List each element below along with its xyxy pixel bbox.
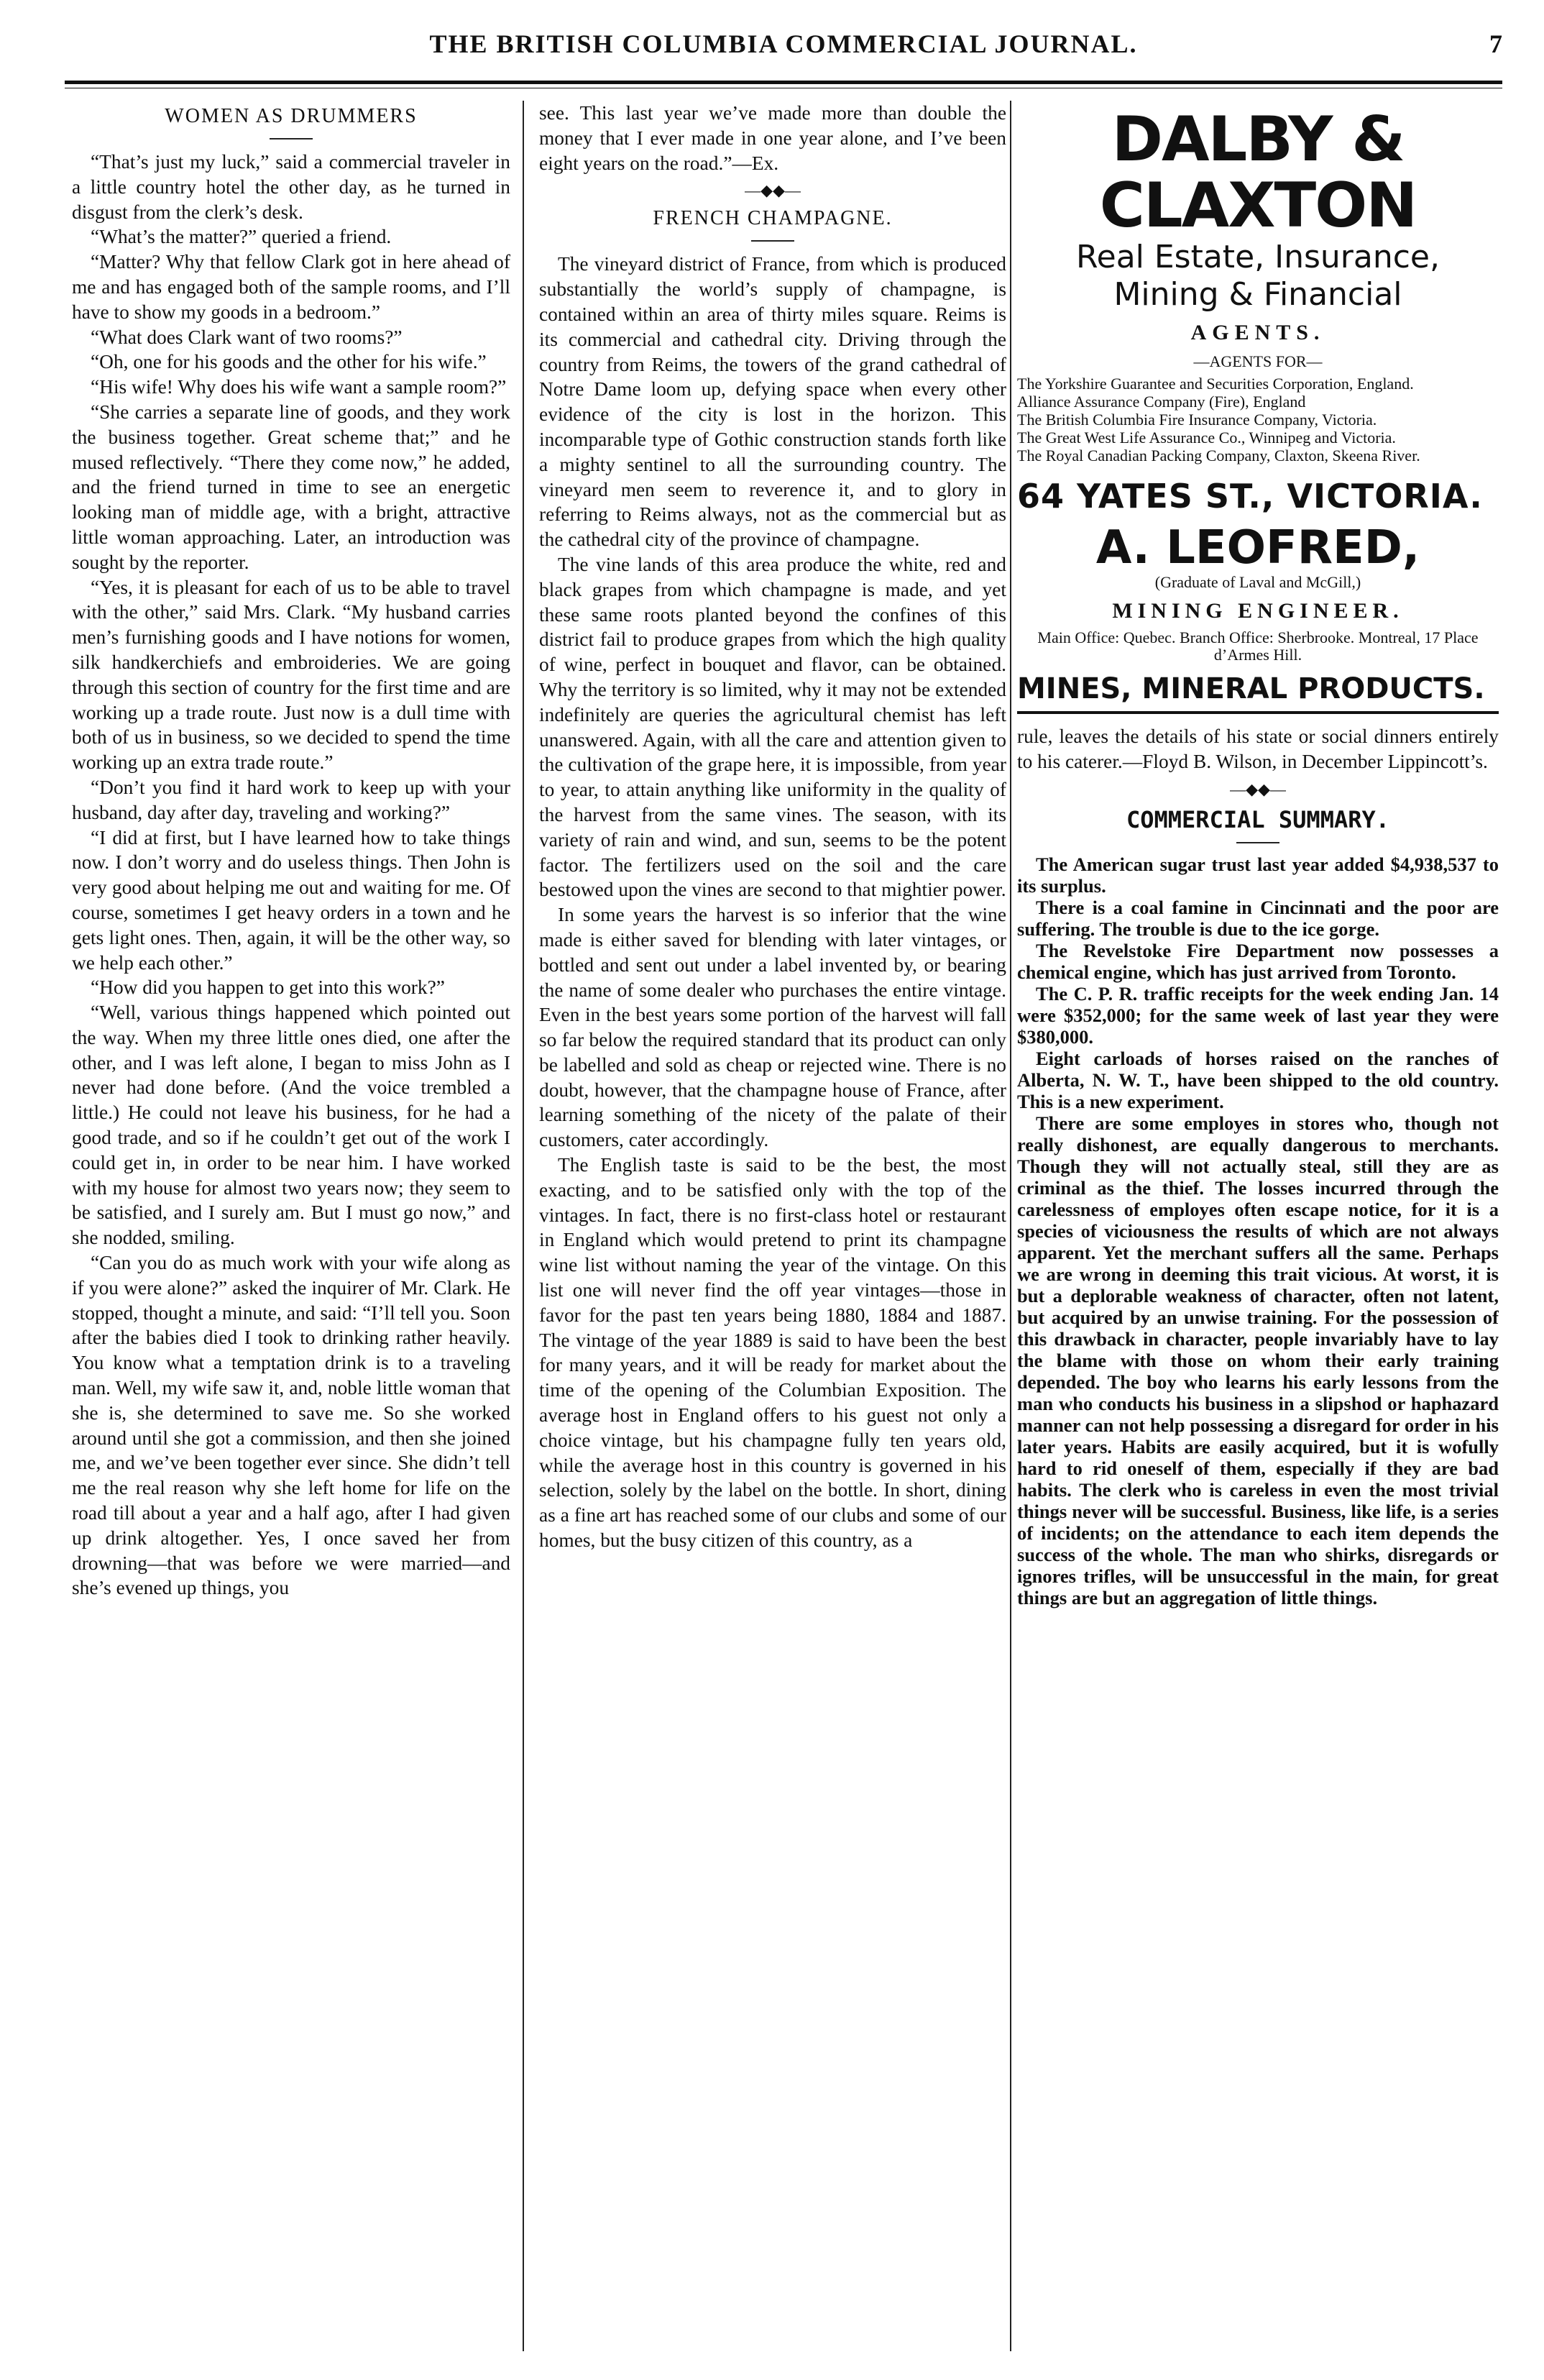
- ad-mines-line: MINES, MINERAL PRODUCTS.: [1017, 672, 1485, 705]
- article-paragraph: “What does Clark want of two rooms?”: [91, 326, 403, 348]
- summary-item: The Revelstoke Fire Department now possesses a chemical engine, which has just arrived from Toronto.: [1017, 939, 1499, 983]
- summary-item: Eight carloads of horses raised on the ranches of Alberta, N. W. T., have been shipped to the old country. This is a new experiment.: [1017, 1047, 1499, 1112]
- article-paragraph: “Yes, it is pleasant for each of us to be able to travel with the other,” said Mrs. Clark. “My husband carries men’s furnishing goods and I have notions for women, silk handkerchiefs and embroideries. We are going through this section of country for the first time and are working up a trade route. Just now is a dull time with both of us in business, so we decided to spend the time working up an extra trade route.”: [72, 576, 510, 774]
- summary-item: There are some employes in stores who, though not really dishonest, are equally dangerous to merchants. Though they will not actually steal, still they are as criminal as the thief. The losses incurred through the carelessness of employes often escape notice, for it is a species of viciousness the results of which are not always apparent. Yet the merchant suffers all the same. Perhaps we are wrong in deeming this trait vicious. At worst, it is but a deplorable weakness of character, often not latent, but acquired by an unwise training. For the possession of this drawback in character, people invariably have to lay the blame with those on whom their early training depended. The boy who learns his early lessons from the man who conducts his business in a slipshod or haphazard manner can not help possessing a disregard for order in his later years. Habits are easily acquired, but it is wofully hard to rid oneself of them, especially if they are bad habits. The clerk who is careless in even the most trivial things never will be successful. Business, like life, is a series of incidents; on the attendance to each item depends the success of the whole. The man who shirks, disregards or ignores trifles, will be unsuccessful in the main, for great things are but an aggregation of little things.: [1017, 1112, 1499, 1608]
- column-2: [539, 101, 1006, 2351]
- section-ornament: —◆◆—: [1230, 779, 1286, 798]
- article-paragraph: “Matter? Why that fellow Clark got in here ahead of me and has engaged both of the sample rooms, and I’ll have to show my goods in a bedroom.”: [72, 251, 510, 323]
- summary-item: There is a coal famine in Cincinnati and the poor are suffering. The trouble is due to the ice gorge.: [1017, 896, 1499, 940]
- article-continuation: rule, leaves the details of his state or social dinners entirely to his caterer.—Floyd B. Wilson, in December Lippincott’s.: [1017, 726, 1499, 772]
- ad-agency-item: The British Columbia Fire Insurance Company, Victoria.: [1017, 411, 1377, 429]
- article-paragraph: “That’s just my luck,” said a commercial traveler in a little country hotel the other day, as he turned in disgust from the clerk’s desk.: [72, 151, 510, 223]
- ad-bottom-rule: [1017, 711, 1499, 714]
- ad-offices: Main Office: Quebec. Branch Office: Sherbrooke. Montreal, 17 Place d’Armes Hill.: [1037, 628, 1479, 664]
- ad-agency-item: The Great West Life Assurance Co., Winnipeg and Victoria.: [1017, 429, 1396, 447]
- article-heading-champagne: FRENCH CHAMPAGNE.: [653, 207, 893, 230]
- ad-address: 64 YATES ST., VICTORIA.: [1017, 477, 1483, 516]
- article-continuation: see. This last year we’ve made more than double the money that I ever made in one year alone, and I’ve been eight years on the road.”—Ex.: [539, 102, 1006, 174]
- commercial-summary-items: [1017, 853, 1499, 1608]
- page-number: 7: [1489, 29, 1502, 58]
- summary-item: The American sugar trust last year added $4,938,537 to its surplus.: [1017, 853, 1499, 897]
- column-divider-1: [523, 101, 524, 2351]
- article-paragraph: “Don’t you find it hard work to keep up with your husband, day after day, traveling and working?”: [72, 776, 510, 823]
- ad-graduate-note: (Graduate of Laval and McGill,): [1154, 573, 1361, 591]
- article-paragraph: “What’s the matter?” queried a friend.: [91, 226, 392, 248]
- commercial-summary-heading: COMMERCIAL SUMMARY.: [1126, 805, 1390, 833]
- article-paragraph: “Can you do as much work with your wife along as if you were alone?” asked the inquirer of Mr. Clark. He stopped, thought a minute, and said: “I’ll tell you. Soon after the babies died I took to drinking rather heavily. You know what a temptation drink is to a traveling man. Well, my wife saw it, and, noble little woman that she is, she determined to save me. So she worked around until she got a commission, and then she joined me, and we’ve been together ever since. She didn’t tell me the real reason why she left home for life on the road till about a year and a half ago, after I had given up drink altogether. Yes, I once saved her from drowning—that was before we were married—and she’s evened up things, you: [72, 1252, 510, 1599]
- ad-agency-item: The Royal Canadian Packing Company, Claxton, Skeena River.: [1017, 447, 1420, 464]
- ad-services-line-2: Mining & Financial: [1113, 276, 1402, 313]
- column-3: [1017, 101, 1499, 2351]
- ad-services-line-1: Real Estate, Insurance,: [1076, 239, 1440, 275]
- masthead-rule: [65, 81, 1502, 84]
- article-paragraph: “How did you happen to get into this work?”: [91, 976, 445, 999]
- ad-agents-label: AGENTS.: [1190, 321, 1325, 344]
- article-paragraph: “Well, various things happened which pointed out the way. When my three little ones died, one after the other, and I was left alone, I began to miss John as I never had done before. (And the voice trembled a little.) He could not leave his business, for he had a good trade, and so if he couldn’t get out of the work I could get in, in order to be near him. I have worked with my house for almost two years now; they seem to be satisfied, and I surely am. But I must go now,” and she nodded, smiling.: [72, 1002, 510, 1249]
- article-paragraph: The English taste is said to be the best, the most exacting, and to be satisfied only with the top of the vintages. In fact, there is no first-class hotel or restaurant in England which would pretend to print its champagne wine list without naming the year of the vintage. On this list one will never find the off year vintages—those in favor for the past ten years being 1880, 1884 and 1887. The vintage of the year 1889 is said to have been the best for many years, and it will be ready for market about the time of the opening of the Columbian Exposition. The average host in England offers to his guest not only a choice vintage, but his champagne fully ten years old, while the average host in this country is governed in his selection, solely by the label on the bottle. In short, dining as a fine art has reached some of our clubs and some of our homes, but the busy citizen of this country, as a: [539, 1154, 1006, 1552]
- article-paragraph: “Oh, one for his goods and the other for his wife.”: [91, 351, 487, 373]
- article-heading-drummers: WOMEN AS DRUMMERS: [165, 105, 418, 127]
- heading-dash: [1236, 842, 1279, 843]
- section-ornament: —◆◆—: [745, 181, 801, 200]
- column-1: [72, 101, 510, 2351]
- ad-agency-item: The Yorkshire Guarantee and Securities Corporation, England.: [1017, 375, 1414, 393]
- article-paragraph: “I did at first, but I have learned how to take things now. I don’t worry and do useless things. Then John is very good about helping me out and waiting for me. Of course, sometimes I get heavy orders in a town and he gets light ones. Then, again, it will be the other way, so we help each other.”: [72, 826, 510, 974]
- ad-agency-list: [1017, 375, 1499, 464]
- column-divider-2: [1010, 101, 1011, 2351]
- ad-firm-name: DALBY & CLAXTON: [1099, 104, 1417, 242]
- ad-agents-for: —AGENTS FOR—: [1193, 352, 1323, 370]
- masthead: [65, 29, 1502, 66]
- ad-agency-item: Alliance Assurance Company (Fire), England: [1017, 393, 1306, 411]
- summary-item: The C. P. R. traffic receipts for the week ending Jan. 14 were $352,000; for the same week of last year they were $380,000.: [1017, 982, 1499, 1048]
- article-paragraph: The vineyard district of France, from which is produced substantially the world’s supply of champagne, is contained within an area of thirty miles square. Reims is its commercial and cathedral city. Driving through the country from Reims, the towers of the grand cathedral of Notre Dame loom up, defying space when every other evidence of the city is lost in the horizon. This incomparable type of Gothic construction stands forth like a mighty sentinel to all the surrounding country. The vineyard men seem to reverence it, and to glory in referring to Reims always, not as the commercial but as the cathedral city of the province of champagne.: [539, 253, 1006, 551]
- article-paragraph: “His wife! Why does his wife want a sample room?”: [91, 376, 507, 398]
- ad-profession: MINING ENGINEER.: [1112, 599, 1404, 623]
- ad-engineer-name: A. LEOFRED,: [1095, 521, 1420, 575]
- advertisement-block: [1017, 106, 1499, 705]
- newspaper-title: THE BRITISH COLUMBIA COMMERCIAL JOURNAL.: [429, 29, 1138, 58]
- article-paragraph: The vine lands of this area produce the white, red and black grapes from which champagne is made, and yet these same roots planted beyond the confines of this district fail to produce grapes from which the high quality of wine, perfect in bouquet and flavor, can be obtained. Why the territory is so limited, why it may not be extended indefinitely are queries the agricultural chemist has left unanswered. Again, with all the care and attention given to the cultivation of the grape here, it is impossible, from year to year, to attain anything like uniformity in the quality of the harvest from the same vines. The season, with its variety of rain and wind, and sun, seems to be the potent factor. The fertilizers used on the soil and the care bestowed upon the vines are second to that mightier power.: [539, 553, 1006, 901]
- article-paragraph: “She carries a separate line of goods, and they work the business together. Great scheme that;” and he mused reflectively. “There they come now,” he added, and the friend turned in time to see an energetic looking man of middle age, with a bright, attractive little woman approaching. Later, an introduction was sought by the reporter.: [72, 401, 510, 573]
- heading-dash: [751, 240, 794, 242]
- heading-dash: [270, 138, 313, 139]
- article-paragraph: In some years the harvest is so inferior that the wine made is either saved for blending with later vintages, or bottled and sent out under a label invented by, or bearing the name of some dealer who purchases the entire vintage. Even in the best years some portion of the harvest will fall so far below the required standard that its product can only be labelled and sold as cheap or rejected wine. There is no doubt, however, that the champagne house of France, after learning something of the nicety of the palate of their customers, cater accordingly.: [539, 904, 1006, 1151]
